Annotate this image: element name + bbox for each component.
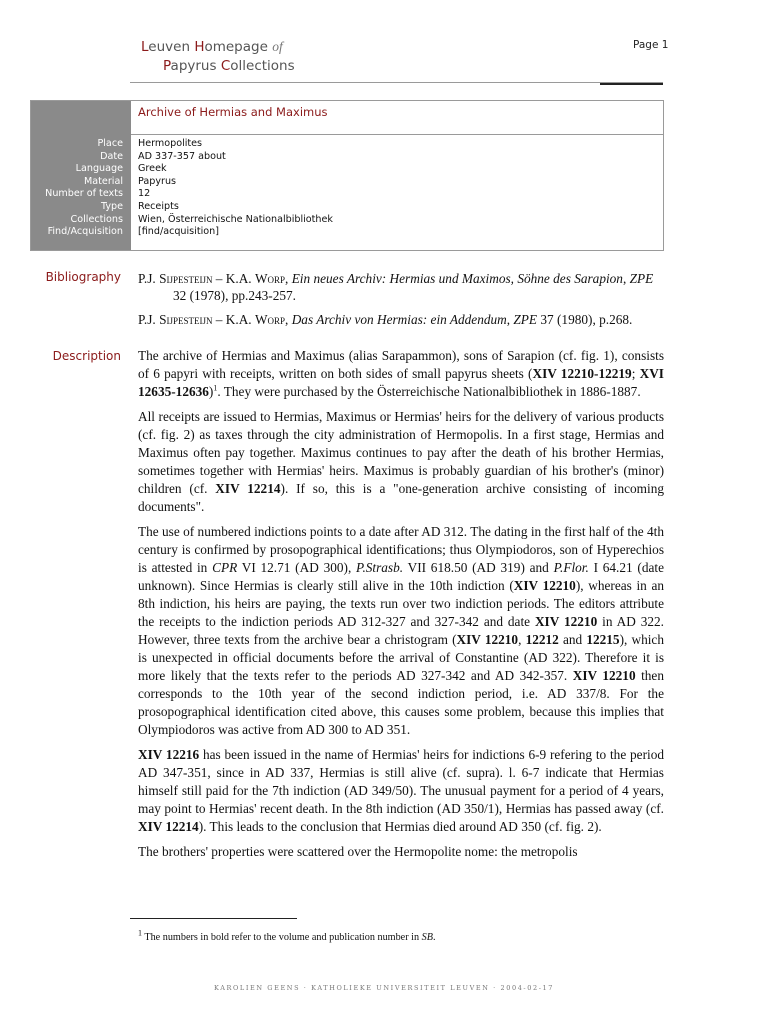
description-paragraph: All receipts are issued to Hermias, Maximus or Hermias' heirs for the delivery of various products (cf. fig. 2) as taxes through the city administration of Hermopolis. In a first stage, Hermias and Maximus often pay together. Maximus continues to pay after the death of his brother Hermias, sometimes together with Hermias' heirs. Maximus is probably guardian of his brother's (minor) children (cf. XIV 12214). If so, this is a "one-generation archive consisting of incoming documents". (138, 409, 664, 514)
logo-text: P (163, 58, 171, 74)
description-paragraph: The brothers' properties were scattered over the Hermopolite nome: the metropolis (138, 844, 578, 859)
metadata-value: 12 (138, 188, 151, 200)
bibliography-entry: P.J. Sijpesteijn – K.A. Worp, Das Archiv von Hermias: ein Addendum, ZPE 37 (1980), p.268. (138, 312, 633, 327)
metadata-label: Find/Acquisition (47, 226, 123, 238)
metadata-row-collections (31, 214, 663, 227)
logo-text: L (141, 39, 149, 55)
metadata-label: Collections (70, 213, 123, 225)
metadata-row-find-acquisition (31, 226, 663, 239)
metadata-value: Greek (138, 163, 167, 175)
metadata-label: Number of texts (45, 188, 123, 200)
footnote: $^1$ The numbers in bold refer to the volume and publication number in SB. (138, 928, 436, 943)
logo-text: H (194, 39, 205, 55)
footnote-reference: 1 (213, 383, 218, 393)
logo-text: ollections (230, 58, 295, 74)
header-rule-accent (600, 83, 663, 85)
logo-text: of (272, 39, 283, 54)
metadata-row-language (31, 163, 663, 176)
metadata-label: Type (100, 200, 123, 212)
bibliography-entry: P.J. Sijpesteijn – K.A. Worp, Ein neues Archiv: Hermias und Maximos, Söhne des Sarapion, ZPE 32 (1978), pp.243-257. (138, 271, 654, 303)
metadata-label: Language (75, 163, 123, 175)
bibliography-label: Bibliography (45, 270, 121, 284)
metadata-value: [find/acquisition] (138, 226, 219, 238)
archive-title: Archive of Hermias and Maximus (131, 101, 663, 135)
metadata-value: Hermopolites (138, 138, 203, 149)
logo-text: omepage (204, 39, 273, 55)
header-rule (130, 82, 663, 83)
metadata-row-type (31, 201, 663, 214)
metadata-value: Papyrus (138, 175, 177, 187)
logo-text: euven (148, 39, 195, 55)
bibliography-list (138, 270, 664, 335)
metadata-value: Receipts (138, 200, 179, 212)
description-paragraph: The archive of Hermias and Maximus (alias Sarapammon), sons of Sarapion (cf. fig. 1), consists of 6 papyri with receipts, written on both sides of small papyrus sheets (XIV 12210-12219; XVI 12635-12636)$^1$. They were purchased by the Österreichische Nationalbibliothek in 1886-1887. (138, 348, 664, 399)
metadata-row-date (31, 151, 663, 164)
metadata-label: Place (97, 138, 123, 149)
metadata-box (30, 100, 664, 251)
metadata-rows (31, 138, 663, 239)
site-logo (141, 37, 295, 76)
page-number: Page 1 (633, 39, 669, 51)
metadata-row-number-of-texts (31, 188, 663, 201)
description-label: Description (52, 349, 121, 363)
page-footer: KAROLIEN GEENS · KATHOLIEKE UNIVERSITEIT LEUVEN · 2004-02-17 (214, 984, 554, 992)
metadata-label: Material (84, 175, 123, 187)
footnote-separator (130, 918, 297, 919)
description-paragraph: XIV 12216 has been issued in the name of Hermias' heirs for indictions 6-9 refering to the period AD 347-351, since in AD 337, Hermias is still alive (cf. supra). l. 6-7 indicate that Hermias himself still paid for the 7th indiction (AD 349/50). The unusual payment for a period of 4 years, may point to Hermias' recent death. In the 8th indiction (AD 350/1), Hermias has passed away (cf. XIV 12214). This leads to the conclusion that Hermias died around AD 350 (cf. fig. 2). (138, 747, 664, 834)
metadata-row-place (31, 138, 663, 151)
description-paragraph: The use of numbered indictions points to a date after AD 312. The dating in the first half of the 4th century is confirmed by prosopographical identifications; thus Olympiodoros, son of Hyperechios is attested in CPR VI 12.71 (AD 300), P.Strasb. VII 618.50 (AD 319) and P.Flor. I 64.21 (date unknown). Since Hermias is clearly still alive in the 10th indiction (XIV 12210), whereas in an 8th indiction, his heirs are paying, the texts run over two indiction periods. The editors attribute the receipts to the indiction periods AD 312-327 and 327-342 and date XIV 12210 in AD 322. However, three texts from the archive bear a christogram (XIV 12210, 12212 and 12215), which is unexpected in official documents before the arrival of Constantine (AD 322). Therefore it is more likely that the texts refer to the periods AD 327-342 and AD 342-357. XIV 12210 then corresponds to the 10th year of the second indiction period, i.e. AD 337/8. For the prosopographical identification cited above, this causes some problem, because this implies that Olympiodoros was active from AD 300 to AD 351. (138, 524, 665, 737)
logo-text: apyrus (170, 58, 221, 74)
metadata-value: AD 337-357 about (138, 150, 226, 162)
metadata-label: Date (100, 150, 123, 162)
description-body (138, 347, 664, 868)
logo-text: C (220, 58, 231, 74)
metadata-row-material (31, 176, 663, 189)
metadata-value: Wien, Österreichische Nationalbibliothek (138, 213, 333, 225)
